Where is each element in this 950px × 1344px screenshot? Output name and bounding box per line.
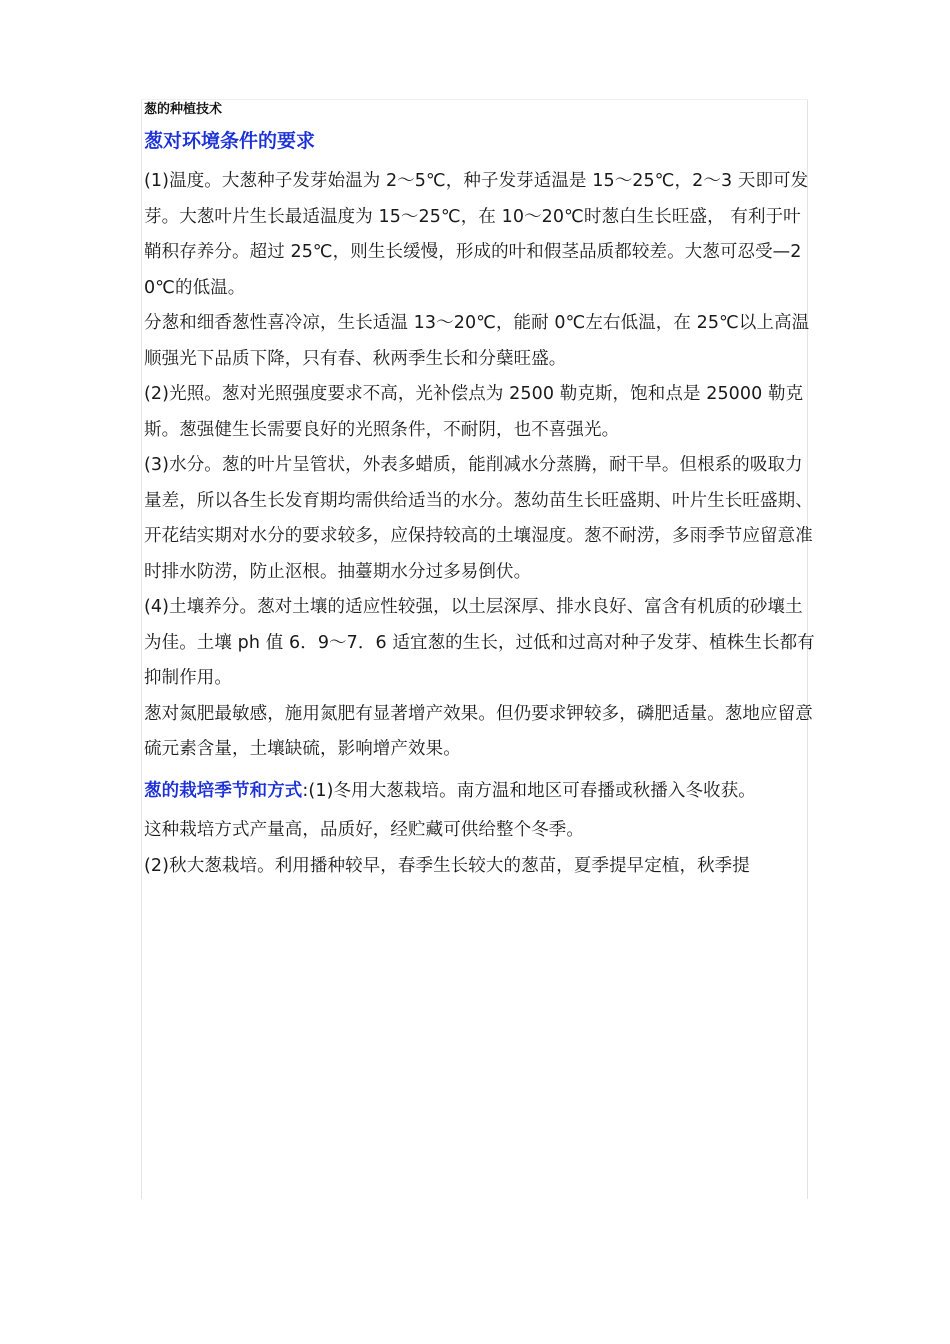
paragraph-light: (2)光照。葱对光照强度要求不高，光补偿点为 2500 勒克斯，饱和点是 25000 勒克斯。葱强健生长需要良好的光照条件，不耐阴，也不喜强光。 [144,384,804,440]
paragraph-soil: (4)土壤养分。葱对土壤的适应性较强，以土层深厚、排水良好、富含有机质的砂壤土为佳。土壤 ph 值 6．9～7．6 适宜葱的生长，过低和过高对种子发芽、植株生长都有抑制作用。 [144,597,815,688]
paragraph-scallion-temperature: 分葱和细香葱性喜冷凉，生长适温 13～20℃，能耐 0℃左右低温，在 25℃以上高温顺强光下品质下降，只有春、秋两季生长和分蘖旺盛。 [144,313,810,369]
paragraph-cultivation-intro [144,774,816,810]
paragraph-temperature: (1)温度。大葱种子发芽始温为 2～5℃，种子发芽适温是 15～25℃，2～3 天即可发芽。大葱叶片生长最适温度为 15～25℃，在 10～20℃时葱白生长旺盛， 有利于叶鞘积存养分。超过 25℃，则生长缓慢，形成的叶和假茎品质都较差。大葱可忍受—20℃的低温。 [144,171,809,298]
paragraph-fertilizer: 葱对氮肥最敏感，施用氮肥有显著增产效果。但仍要求钾较多，磷肥适量。葱地应留意硫元素含量，土壤缺硫，影响增产效果。 [144,703,813,759]
paragraph-autumn-cultivation: (2)秋大葱栽培。利用播种较早，春季生长较大的葱苗，夏季提早定植，秋季提 [144,855,750,876]
section-heading-environment: 葱对环境条件的要求 [144,130,316,152]
paragraph-winter-cultivation: 这种栽培方式产量高，品质好，经贮藏可供给整个冬季。 [144,820,584,840]
section-heading-cultivation: 葱的栽培季节和方式 [144,780,303,801]
document-body [144,100,816,884]
document-title: 葱的种植技术 [144,102,223,117]
paragraph-water: (3)水分。葱的叶片呈管状，外表多蜡质，能削减水分蒸腾，耐干旱。但根系的吸取力量差，所以各生长发育期均需供给适当的水分。葱幼苗生长旺盛期、叶片生长旺盛期、开花结实期对水分的要求较多，应保持较高的土壤湿度。葱不耐涝，多雨季节应留意准时排水防涝，防止沤根。抽薹期水分过多易倒伏。 [144,455,813,582]
cultivation-lead-text: :(1)冬用大葱栽培。南方温和地区可春播或秋播入冬收获。 [302,780,756,801]
